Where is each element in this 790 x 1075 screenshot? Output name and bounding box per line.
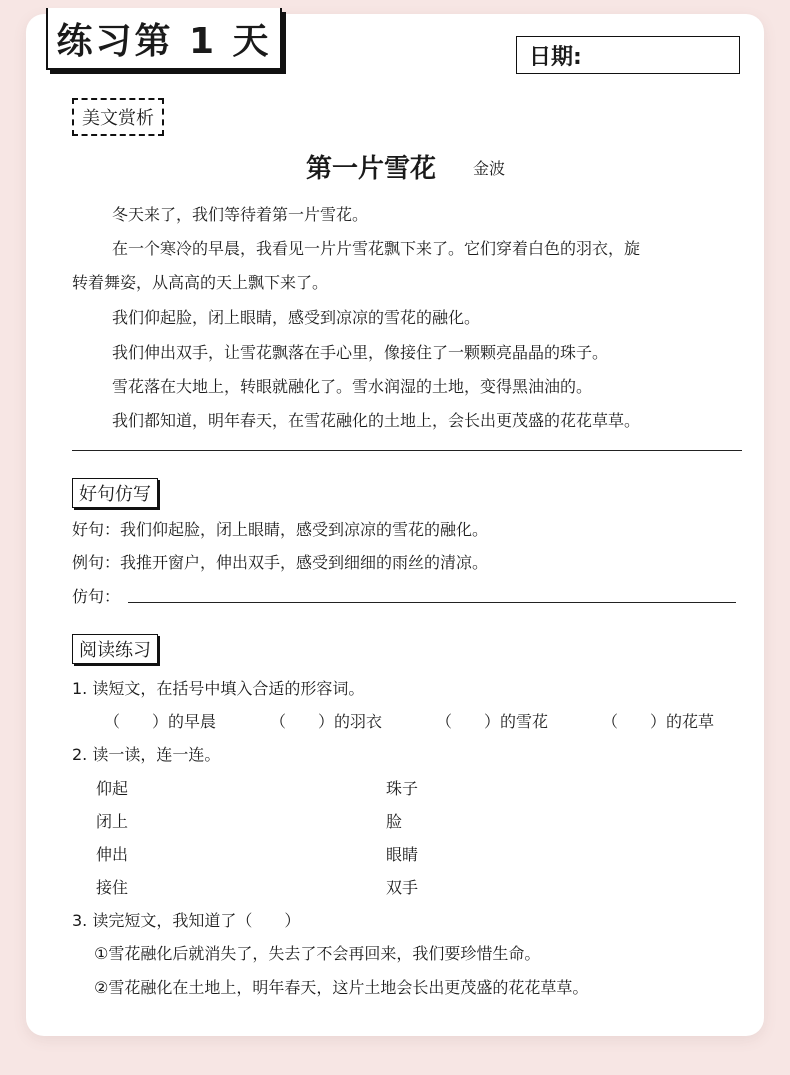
question-3: 3. 读完短文，我知道了（ ） bbox=[72, 911, 301, 930]
imitate-answer-line[interactable] bbox=[128, 602, 736, 603]
question-2: 2. 读一读，连一连。 bbox=[72, 745, 221, 764]
match-left-item[interactable]: 伸出 bbox=[96, 845, 129, 864]
match-left-item[interactable]: 仰起 bbox=[96, 779, 129, 798]
page-title: 练习第 1 天 bbox=[46, 8, 282, 70]
q3-option[interactable]: ①雪花融化后就消失了，失去了不会再回来，我们要珍惜生命。 bbox=[94, 944, 541, 963]
article-paragraph: 雪花落在大地上，转眼就融化了。雪水润湿的土地，变得黑油油的。 bbox=[112, 377, 593, 396]
match-right-item[interactable]: 脸 bbox=[386, 812, 403, 831]
article-paragraph: 我们仰起脸，闭上眼睛，感受到凉凉的雪花的融化。 bbox=[112, 308, 481, 327]
article-author: 金波 bbox=[473, 159, 506, 178]
section-divider bbox=[72, 450, 742, 451]
example-sentence: 例句：我推开窗户，伸出双手，感受到细细的雨丝的清凉。 bbox=[72, 553, 489, 572]
imitate-label: 仿句： bbox=[72, 587, 121, 606]
q1-blank[interactable]: （ ）的羽衣 bbox=[270, 712, 383, 731]
worksheet-page bbox=[26, 14, 764, 1036]
article-paragraph: 我们都知道，明年春天，在雪花融化的土地上，会长出更茂盛的花花草草。 bbox=[112, 411, 641, 430]
match-right-item[interactable]: 眼睛 bbox=[386, 845, 419, 864]
section-tag-reading: 阅读练习 bbox=[72, 634, 158, 664]
match-left-item[interactable]: 闭上 bbox=[96, 812, 129, 831]
q1-blank[interactable]: （ ）的早晨 bbox=[104, 712, 217, 731]
q3-option[interactable]: ②雪花融化在土地上，明年春天，这片土地会长出更茂盛的花花草草。 bbox=[94, 978, 589, 997]
article-paragraph: 在一个寒冷的早晨，我看见一片片雪花飘下来了。它们穿着白色的羽衣，旋 bbox=[112, 239, 641, 258]
section-tag-appreciation: 美文赏析 bbox=[72, 98, 164, 136]
match-right-item[interactable]: 珠子 bbox=[386, 779, 419, 798]
match-left-item[interactable]: 接住 bbox=[96, 878, 129, 897]
article-paragraph: 转着舞姿，从高高的天上飘下来了。 bbox=[72, 273, 329, 292]
q1-blank[interactable]: （ ）的花草 bbox=[602, 712, 715, 731]
date-field[interactable]: 日期: bbox=[516, 36, 740, 74]
article-paragraph: 冬天来了，我们等待着第一片雪花。 bbox=[112, 205, 369, 224]
match-right-item[interactable]: 双手 bbox=[386, 878, 419, 897]
article-paragraph: 我们伸出双手，让雪花飘落在手心里，像接住了一颗颗亮晶晶的珠子。 bbox=[112, 343, 609, 362]
q1-blank[interactable]: （ ）的雪花 bbox=[436, 712, 549, 731]
good-sentence: 好句：我们仰起脸，闭上眼睛，感受到凉凉的雪花的融化。 bbox=[72, 520, 489, 539]
article-title: 第一片雪花 bbox=[306, 154, 437, 184]
question-1: 1. 读短文，在括号中填入合适的形容词。 bbox=[72, 679, 365, 698]
section-tag-imitation: 好句仿写 bbox=[72, 478, 158, 508]
